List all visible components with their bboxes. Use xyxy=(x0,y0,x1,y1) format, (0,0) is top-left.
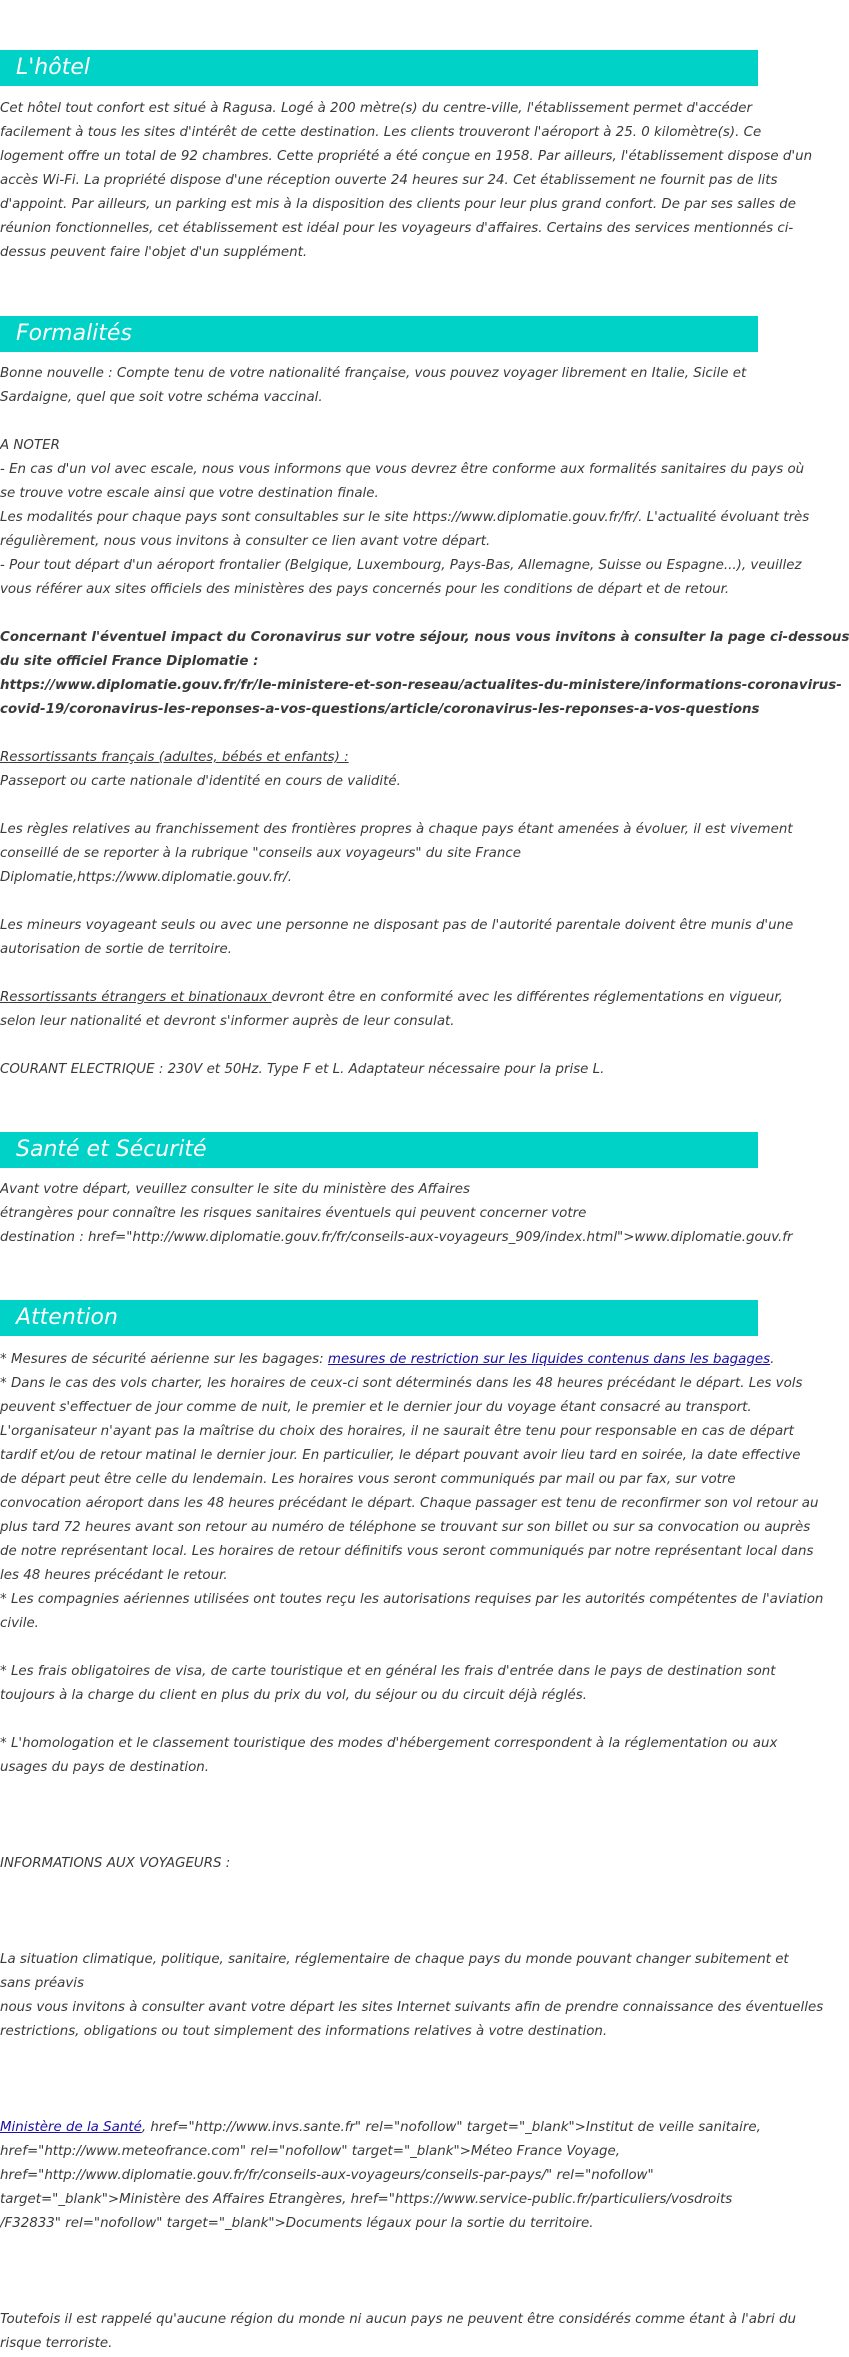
text-line: * Les frais obligatoires de visa, de carte touristique et en général les frais d'entrée dans le pays de destination sont xyxy=(0,1664,776,1679)
attention-visa-fees xyxy=(0,1660,776,1708)
text-line: usages du pays de destination. xyxy=(0,1760,210,1775)
text-line: covid-19/coronavirus-les-reponses-a-vos-questions/article/coronavirus-les-reponses-a-vos-questions xyxy=(0,702,760,717)
text-line: réunion fonctionnelles, cet établissement est idéal pour les voyageurs d'affaires. Certains des services mentionnés ci- xyxy=(0,221,794,236)
subheading-foreign-nationals: Ressortissants étrangers et binationaux xyxy=(0,990,272,1005)
section-banner-sante xyxy=(0,1132,758,1168)
text-line: facilement à tous les sites d'intérêt de cette destination. Les clients trouveront l'aéroport à 25. 0 kilomètre(s). Ce xyxy=(0,125,762,140)
text-line: de départ peut être celle du lendemain. Les horaires vous seront communiqués par mail ou par fax, sur votre xyxy=(0,1472,736,1487)
text-line xyxy=(0,1348,775,1372)
attention-info-title xyxy=(0,1852,756,1876)
text-span: * Mesures de sécurité aérienne sur les bagages: xyxy=(0,1352,328,1367)
text-line: civile. xyxy=(0,1616,39,1631)
text-line: COURANT ELECTRIQUE : 230V et 50Hz. Type F et L. Adaptateur nécessaire pour la prise L. xyxy=(0,1062,605,1077)
formalites-good-news xyxy=(0,362,756,410)
text-line: /F32833" rel="nofollow" target="_blank">Documents légaux pour la sortie du territoire. xyxy=(0,2216,594,2231)
text-line: destination : href="http://www.diplomatie.gouv.fr/fr/conseils-aux-voyageurs_909/index.html">www.diplomatie.gouv.fr xyxy=(0,1230,793,1245)
ministere-sante-link[interactable]: Ministère de la Santé xyxy=(0,2120,142,2135)
text-line: L'organisateur n'ayant pas la maîtrise du choix des horaires, il ne saurait être tenu pour responsable en cas de départ xyxy=(0,1424,794,1439)
section-banner-formalites xyxy=(0,316,758,352)
text-line: autorisation de sortie de territoire. xyxy=(0,942,232,957)
attention-situation xyxy=(0,1948,824,2044)
text-line: Bonne nouvelle : Compte tenu de votre nationalité française, vous pouvez voyager librement en Italie, Sicile et xyxy=(0,366,747,381)
text-line xyxy=(0,986,783,1010)
text-line: target="_blank">Ministère des Affaires Etrangères, href="https://www.service-public.fr/particuliers/vosdroits xyxy=(0,2192,733,2207)
text-line: Cet hôtel tout confort est situé à Ragusa. Logé à 200 mètre(s) du centre-ville, l'établissement permet d'accéder xyxy=(0,101,752,116)
section-title-formalites: Formalités xyxy=(16,321,132,346)
text-line: - Pour tout départ d'un aéroport frontalier (Belgique, Luxembourg, Pays-Bas, Allemagne, Suisse ou Espagne...), veuillez xyxy=(0,558,802,573)
text-line: convocation aéroport dans les 48 heures précédant le départ. Chaque passager est tenu de reconfirmer son vol retour au xyxy=(0,1496,819,1511)
sante-description xyxy=(0,1178,793,1250)
text-line: accès Wi-Fi. La propriété dispose d'une réception ouverte 24 heures sur 24. Cet établissement ne fournit pas de lits xyxy=(0,173,778,188)
text-line: href="http://www.meteofrance.com" rel="nofollow" target="_blank">Méteo France Voyage, xyxy=(0,2144,621,2159)
text-line: du site officiel France Diplomatie : xyxy=(0,654,259,669)
text-line: href="http://www.diplomatie.gouv.fr/fr/conseils-aux-voyageurs/conseils-par-pays/" rel="nofollow" xyxy=(0,2168,654,2183)
text-line: - En cas d'un vol avec escale, nous vous informons que vous devrez être conforme aux formalités sanitaires du pays où xyxy=(0,462,805,477)
text-span: . xyxy=(770,1352,775,1367)
text-line: Avant votre départ, veuillez consulter le site du ministère des Affaires xyxy=(0,1182,470,1197)
section-title-hotel: L'hôtel xyxy=(16,55,90,80)
text-line: étrangères pour connaître les risques sanitaires éventuels qui peuvent concerner votre xyxy=(0,1206,587,1221)
text-line: peuvent s'effectuer de jour comme de nuit, le premier et le dernier jour du voyage étant consacré au transport. xyxy=(0,1400,752,1415)
text-line: A NOTER xyxy=(0,438,60,453)
text-line: sans préavis xyxy=(0,1976,84,1991)
text-line: * L'homologation et le classement touristique des modes d'hébergement correspondent à la réglementation ou aux xyxy=(0,1736,778,1751)
text-line: selon leur nationalité et devront s'informer auprès de leur consulat. xyxy=(0,1014,455,1029)
hotel-description xyxy=(0,97,813,265)
text-line: vous référer aux sites officiels des ministères des pays concernés pour les conditions de départ et de retour. xyxy=(0,582,730,597)
section-banner-attention xyxy=(0,1300,758,1336)
text-line: conseillé de se reporter à la rubrique "conseils aux voyageurs" du site France xyxy=(0,846,521,861)
text-line: Diplomatie,https://www.diplomatie.gouv.fr/. xyxy=(0,870,293,885)
section-title-sante: Santé et Sécurité xyxy=(16,1137,207,1162)
formalites-border-rules xyxy=(0,818,793,890)
section-banner-hotel xyxy=(0,50,758,86)
text-line: Les règles relatives au franchissement des frontières propres à chaque pays étant amenées à évoluer, il est vivement xyxy=(0,822,793,837)
text-line: de notre représentant local. Les horaires de retour définitifs vous seront communiqués par notre représentant local dans xyxy=(0,1544,814,1559)
formalites-minors xyxy=(0,914,794,962)
text-line: Sardaigne, quel que soit votre schéma vaccinal. xyxy=(0,390,323,405)
text-line: restrictions, obligations ou tout simplement des informations relatives à votre destination. xyxy=(0,2024,608,2039)
text-line: tardif et/ou de retour matinal le dernier jour. En particulier, le départ pouvant avoir lieu tard en soirée, la date effective xyxy=(0,1448,801,1463)
text-line: plus tard 72 heures avant son retour au numéro de téléphone se trouvant sur son billet ou sur sa convocation ou auprès xyxy=(0,1520,811,1535)
text-line: se trouve votre escale ainsi que votre destination finale. xyxy=(0,486,379,501)
text-line xyxy=(0,2116,761,2140)
info-title: INFORMATIONS AUX VOYAGEURS : xyxy=(0,1856,231,1871)
text-line: les 48 heures précédant le retour. xyxy=(0,1568,228,1583)
text-span: devront être en conformité avec les différentes réglementations en vigueur, xyxy=(271,990,783,1005)
text-span: , href="http://www.invs.sante.fr" rel="nofollow" target="_blank">Institut de veille sanitaire, xyxy=(141,2120,761,2135)
section-title-attention: Attention xyxy=(16,1305,118,1330)
formalites-french-nationals xyxy=(0,746,756,794)
text-line: dessus peuvent faire l'objet d'un supplément. xyxy=(0,245,308,260)
text-line: régulièrement, nous vous invitons à consulter ce lien avant votre départ. xyxy=(0,534,491,549)
attention-charter xyxy=(0,1348,824,1636)
text-line: Concernant l'éventuel impact du Coronavirus sur votre séjour, nous vous invitons à consulter la page ci-dessous xyxy=(0,630,849,645)
text-line: Toutefois il est rappelé qu'aucune région du monde ni aucun pays ne peuvent être considérés comme étant à l'abri du xyxy=(0,2312,796,2327)
formalites-coronavirus-notice xyxy=(0,626,849,722)
text-line: d'appoint. Par ailleurs, un parking est mis à la disposition des clients pour leur plus grand confort. De par ses salles de xyxy=(0,197,796,212)
text-line: Les mineurs voyageant seuls ou avec une personne ne disposant pas de l'autorité parentale doivent être munis d'une xyxy=(0,918,794,933)
text-line: https://www.diplomatie.gouv.fr/fr/le-ministere-et-son-reseau/actualites-du-ministere/informations-coronavirus- xyxy=(0,678,842,693)
formalites-electric xyxy=(0,1058,756,1082)
text-line: Passeport ou carte nationale d'identité en cours de validité. xyxy=(0,774,401,789)
formalites-foreign-nationals xyxy=(0,986,783,1034)
text-line: La situation climatique, politique, sanitaire, réglementaire de chaque pays du monde pouvant changer subitement et xyxy=(0,1952,789,1967)
attention-terrorism xyxy=(0,2308,796,2356)
subheading-french-nationals: Ressortissants français (adultes, bébés et enfants) : xyxy=(0,750,349,765)
text-line: toujours à la charge du client en plus du prix du vol, du séjour ou du circuit déjà réglés. xyxy=(0,1688,588,1703)
text-line: risque terroriste. xyxy=(0,2336,113,2351)
formalites-a-noter xyxy=(0,434,810,602)
text-line: Les modalités pour chaque pays sont consultables sur le site https://www.diplomatie.gouv.fr/fr/. L'actualité évoluant très xyxy=(0,510,810,525)
liquids-restriction-link[interactable]: mesures de restriction sur les liquides contenus dans les bagages xyxy=(327,1352,771,1367)
text-line: * Les compagnies aériennes utilisées ont toutes reçu les autorisations requises par les autorités compétentes de l'aviation xyxy=(0,1592,824,1607)
attention-links xyxy=(0,2116,761,2236)
text-line: logement offre un total de 92 chambres. Cette propriété a été conçue en 1958. Par ailleurs, l'établissement dispose d'un xyxy=(0,149,813,164)
text-line: * Dans le cas des vols charter, les horaires de ceux-ci sont déterminés dans les 48 heures précédant le départ. Les vols xyxy=(0,1376,803,1391)
text-line: nous vous invitons à consulter avant votre départ les sites Internet suivants afin de prendre connaissance des éventuelles xyxy=(0,2000,824,2015)
attention-homologation xyxy=(0,1732,778,1780)
